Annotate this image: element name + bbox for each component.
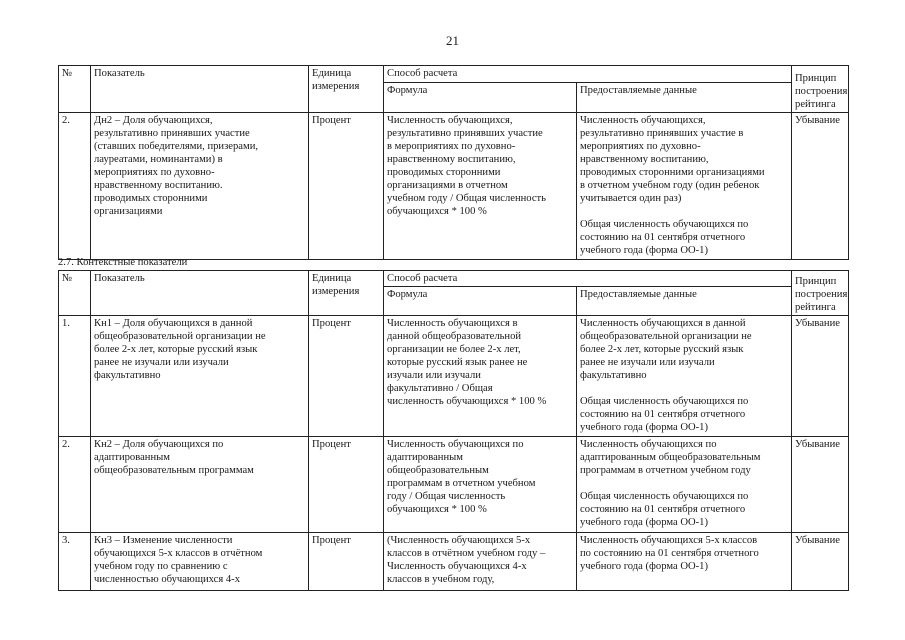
row-num: 1. (59, 316, 91, 437)
row-data: Численность обучающихся по адаптированным общеобразовательным программам в отчетном учебном году Общая численность обучающихся по состоянию на 01 сентября отчетного учебного года (форма ОО-1) (577, 437, 792, 533)
row-formula: Численность обучающихся, результативно принявших участие в мероприятиях по духовно- нравственному воспитанию, проводимых сторонними организациями в отчетном учебном году / Общая численность обучающихся * 100 % (384, 113, 577, 260)
section-title: 2.7. Контекстные показатели (58, 257, 188, 268)
header-method: Способ расчета (384, 271, 792, 287)
row-principle: Убывание (792, 316, 849, 437)
table-header-row (59, 271, 849, 287)
row-unit: Процент (309, 316, 384, 437)
row-indicator: Кн1 – Доля обучающихся в данной общеобразовательной организации не более 2-х лет, которые русский язык ранее не изучали или изучали факультативно (91, 316, 309, 437)
header-unit: Единица измерения (309, 271, 384, 316)
row-formula: (Численность обучающихся 5-х классов в отчётном учебном году – Численность обучающихся 4-х классов в учебном году, (384, 533, 577, 591)
header-indicator: Показатель (91, 66, 309, 113)
row-indicator: Кн2 – Доля обучающихся по адаптированным общеобразовательным программам (91, 437, 309, 533)
row-principle: Убывание (792, 533, 849, 591)
table-row (59, 437, 849, 533)
header-indicator: Показатель (91, 271, 309, 316)
row-num: 2. (59, 113, 91, 260)
row-indicator: Дн2 – Доля обучающихся, результативно принявших участие (ставших победителями, призерами, лауреатами, номинантами) в мероприятиях по духовно- нравственному воспитанию. проводимых сторонними организациями (91, 113, 309, 260)
indicators-table-1 (58, 65, 849, 260)
row-num: 3. (59, 533, 91, 591)
header-principle: Принцип построения рейтинга (792, 66, 849, 113)
row-formula: Численность обучающихся по адаптированным общеобразовательным программам в отчетном учебном году / Общая численность обучающихся * 100 % (384, 437, 577, 533)
header-unit: Единица измерения (309, 66, 384, 113)
table-header-row (59, 66, 849, 83)
row-indicator: Кн3 – Изменение численности обучающихся 5-х классов в отчётном учебном году по сравнению с численностью обучающихся 4-х (91, 533, 309, 591)
row-principle: Убывание (792, 437, 849, 533)
row-data: Численность обучающихся в данной общеобразовательной организации не более 2-х лет, которые русский язык ранее не изучали или изучали факультативно Общая численность обучающихся по состоянию на 01 сентября отчетного учебного года (форма ОО-1) (577, 316, 792, 437)
row-num: 2. (59, 437, 91, 533)
table-row (59, 533, 849, 591)
header-data: Предоставляемые данные (577, 287, 792, 316)
page-number: 21 (446, 33, 459, 48)
row-formula: Численность обучающихся в данной общеобразовательной организации не более 2-х лет, которые русский язык ранее не изучали или изучали факультативно / Общая численность обучающихся * 100 % (384, 316, 577, 437)
header-method: Способ расчета (384, 66, 792, 83)
header-num: № (59, 271, 91, 316)
row-principle: Убывание (792, 113, 849, 260)
header-principle: Принцип построения рейтинга (792, 271, 849, 316)
header-formula: Формула (384, 83, 577, 113)
row-data: Численность обучающихся 5-х классов по состоянию на 01 сентября отчетного учебного года (форма ОО-1) (577, 533, 792, 591)
header-num: № (59, 66, 91, 113)
header-data: Предоставляемые данные (577, 83, 792, 113)
header-formula: Формула (384, 287, 577, 316)
row-unit: Процент (309, 533, 384, 591)
row-unit: Процент (309, 113, 384, 260)
row-unit: Процент (309, 437, 384, 533)
indicators-table-2 (58, 270, 849, 591)
table-row (59, 316, 849, 437)
row-data: Численность обучающихся, результативно принявших участие в мероприятиях по духовно- нравственному воспитанию, проводимых сторонними организациями в отчетном учебном году (один ребенок учитывается один раз) Общая численность обучающихся по состоянию на 01 сентября отчетного учебного года (форма ОО-1) (577, 113, 792, 260)
table-row (59, 113, 849, 260)
